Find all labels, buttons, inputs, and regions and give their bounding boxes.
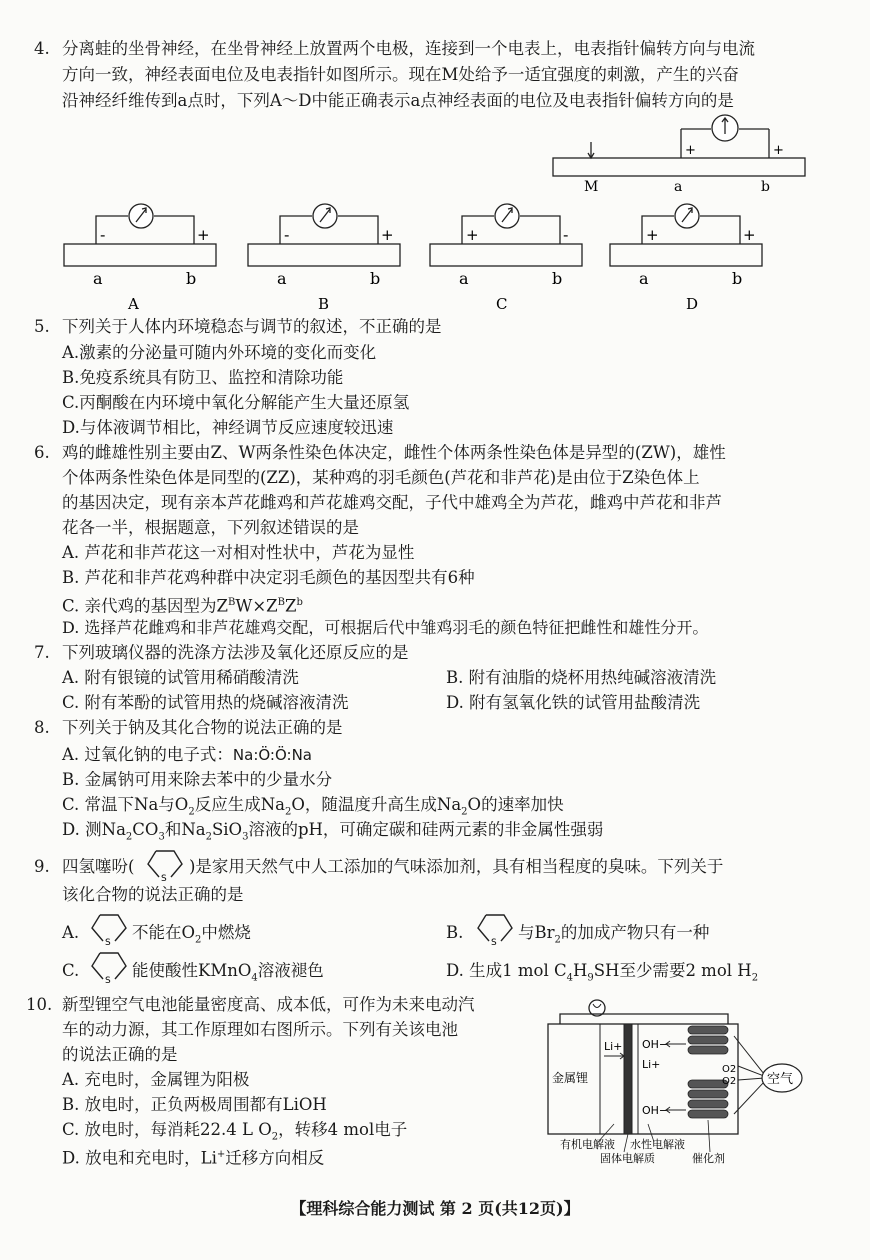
q6-option-a: A. 芦花和非芦花这一对相对性状中，芦花为显性 xyxy=(62,543,415,562)
q7-option-b: B. 附有油脂的烧杯用热纯碱溶液清洗 xyxy=(446,668,717,687)
q8-option-d: D. 测$Na_2CO_3$和$Na_2SiO_3$溶液的pH，可确定碳和硅两元素的非金属性强弱 xyxy=(62,820,604,843)
svg-text:D: D xyxy=(686,295,699,313)
svg-text:+: + xyxy=(381,226,394,244)
svg-text:b: b xyxy=(370,269,381,288)
svg-text:a: a xyxy=(459,269,469,288)
q10-option-c: C. 放电时，每消耗22.4 L $O_2$，转移4 mol电子 xyxy=(62,1120,408,1143)
q7-stem: 下列玻璃仪器的洗涤方法涉及氧化还原反应的是 xyxy=(62,643,409,662)
svg-text:a: a xyxy=(93,269,103,288)
top-right-sign: + xyxy=(773,143,784,158)
q5-option-a: A.激素的分泌量可随内外环境的变化而变化 xyxy=(62,343,377,362)
svg-text:C: C xyxy=(496,295,508,313)
svg-text:A: A xyxy=(128,295,139,313)
q9-option-d: D. 生成1 mol $C_4H_9SH$至少需要2 mol $H_2$ xyxy=(446,961,759,984)
q5-option-d: D.与体液调节相比，神经调节反应速度较迅速 xyxy=(62,418,394,437)
q6-option-b: B. 芦花和非芦花鸡种群中决定羽毛颜色的基因型共有6种 xyxy=(62,568,475,587)
label-m: M xyxy=(584,179,599,195)
q5-option-b: B.免疫系统具有防卫、监控和清除功能 xyxy=(62,368,344,387)
svg-text:+: + xyxy=(646,226,659,244)
q4-line-1: 分离蛙的坐骨神经，在坐骨神经上放置两个电极，连接到一个电表上，电表指针偏转方向与电流 xyxy=(62,39,755,58)
q6-line-3: 的基因决定，现有亲本芦花雌鸡和芦花雄鸡交配，子代中雄鸡全为芦花，雌鸡中芦花和非芦 xyxy=(62,493,722,512)
svg-text:a: a xyxy=(277,269,287,288)
q5-number: 5. xyxy=(34,317,50,336)
air-label: 空气 xyxy=(767,1072,794,1087)
svg-text:催化剂: 催化剂 xyxy=(692,1152,725,1165)
svg-text:B: B xyxy=(318,295,330,313)
q10-line-1: 新型锂空气电池能量密度高、成本低，可作为未来电动汽 xyxy=(62,995,475,1014)
q10-option-d: D. 放电和充电时，Li+迁移方向相反 xyxy=(62,1148,325,1168)
q9-option-a-letter: A. xyxy=(62,923,80,942)
thiophane-ring-icon xyxy=(142,846,188,882)
svg-text:固体电解质: 固体电解质 xyxy=(600,1152,655,1165)
q7-number: 7. xyxy=(34,643,50,662)
svg-text:a: a xyxy=(639,269,649,288)
q7-option-d: D. 附有氢氧化铁的试管用盐酸清洗 xyxy=(446,693,701,712)
svg-text:S: S xyxy=(105,976,111,984)
q4-top-figure xyxy=(548,112,812,198)
q6-line-4: 花各一半，根据题意，下列叙述错误的是 xyxy=(62,518,359,537)
q9-stem-pre: 四氢噻吩( xyxy=(62,857,135,876)
q10-line-3: 的说法正确的是 xyxy=(62,1045,178,1064)
q4-option-d-figure xyxy=(606,196,768,318)
svg-text:+: + xyxy=(743,226,756,244)
q8-number: 8. xyxy=(34,718,50,737)
page-footer: 【理科综合能力测试 第 2 页(共12页)】 xyxy=(290,1199,580,1218)
q7-option-a: A. 附有银镜的试管用稀硝酸清洗 xyxy=(62,668,299,687)
q4-number: 4. xyxy=(34,39,50,58)
q9-stem-post: )是家用天然气中人工添加的气味添加剂，具有相当程度的臭味。下列关于 xyxy=(189,857,724,876)
q10-option-a: A. 充电时，金属锂为阳极 xyxy=(62,1070,250,1089)
svg-text:水性电解液: 水性电解液 xyxy=(630,1138,685,1151)
q9-option-c-text: 能使酸性KMnO$_4$溶液褪色 xyxy=(132,961,324,984)
q4-option-b-figure xyxy=(244,196,406,318)
svg-text:S: S xyxy=(105,938,111,946)
svg-text:b: b xyxy=(186,269,197,288)
q10-option-b: B. 放电时，正负两极周围都有LiOH xyxy=(62,1095,327,1114)
battery-diagram xyxy=(538,996,844,1166)
top-left-sign: + xyxy=(685,143,696,158)
svg-text:-: - xyxy=(100,226,106,244)
svg-text:b: b xyxy=(552,269,563,288)
q10-line-2: 车的动力源，其工作原理如右图所示。下列有关该电池 xyxy=(62,1020,458,1039)
svg-text:O2: O2 xyxy=(722,1076,737,1087)
svg-text:S: S xyxy=(491,938,497,946)
svg-text:O2: O2 xyxy=(722,1064,737,1075)
q10-number: 10. xyxy=(26,995,53,1014)
q9-option-a-text: 不能在$O_2$中燃烧 xyxy=(132,923,251,946)
q8-stem: 下列关于钠及其化合物的说法正确的是 xyxy=(62,718,343,737)
q6-line-1: 鸡的雌雄性别主要由Z、W两条性染色体决定，雌性个体两条性染色体是异型的(ZW)，雄性 xyxy=(62,443,726,462)
q8-option-a: A. 过氧化钠的电子式：Na:Ö:Ö:Na xyxy=(62,745,312,764)
q9-number: 9. xyxy=(34,857,50,876)
svg-text:+: + xyxy=(197,226,210,244)
q6-number: 6. xyxy=(34,443,50,462)
q9-option-b-text: 与$Br_2$的加成产物只有一种 xyxy=(518,923,710,946)
svg-text:Li+: Li+ xyxy=(604,1040,623,1053)
q9-line-2: 该化合物的说法正确的是 xyxy=(62,885,244,904)
svg-text:b: b xyxy=(732,269,743,288)
q4-option-c-figure xyxy=(426,196,588,318)
thiophane-ring-a-icon xyxy=(86,910,132,946)
q8-option-c: C. 常温下Na与$O_2$反应生成$Na_2O$，随温度升高生成$Na_2O$的速率加快 xyxy=(62,795,564,818)
q4-line-3: 沿神经纤维传到a点时，下列A～D中能正确表示a点神经表面的电位及电表指针偏转方向的是 xyxy=(62,91,734,110)
q4-line-2: 方向一致，神经表面电位及电表指针如图所示。现在M处给予一适宜强度的刺激，产生的兴奋 xyxy=(62,65,739,84)
svg-text:Li+: Li+ xyxy=(642,1058,661,1071)
svg-text:OH−: OH− xyxy=(642,1104,669,1117)
svg-text:-: - xyxy=(563,226,569,244)
thiophane-ring-c-icon xyxy=(86,948,132,984)
metal-lithium-label: 金属锂 xyxy=(552,1071,589,1085)
q9-option-b-letter: B. xyxy=(446,923,464,942)
q4-option-a-figure xyxy=(60,196,222,318)
q6-option-d: D. 选择芦花雌鸡和非芦花雄鸡交配，可根据后代中雏鸡羽毛的颜色特征把雌性和雄性分开。 xyxy=(62,618,709,637)
svg-text:+: + xyxy=(466,226,479,244)
q9-option-c-letter: C. xyxy=(62,961,80,980)
label-a: a xyxy=(674,179,683,195)
q5-option-c: C.丙酮酸在内环境中氧化分解能产生大量还原氢 xyxy=(62,393,410,412)
thiophane-ring-b-icon xyxy=(472,910,518,946)
svg-text:有机电解液: 有机电解液 xyxy=(560,1138,615,1151)
q5-stem: 下列关于人体内环境稳态与调节的叙述，不正确的是 xyxy=(62,317,442,336)
label-b: b xyxy=(761,179,770,195)
q8-option-b: B. 金属钠可用来除去苯中的少量水分 xyxy=(62,770,333,789)
q6-option-c: C. 亲代鸡的基因型为$Z^BW\times Z^BZ^b$ xyxy=(62,596,303,616)
q6-line-2: 个体两条性染色体是同型的(ZZ)，某种鸡的羽毛颜色(芦花和非芦花)是由位于Z染色体上 xyxy=(62,468,700,487)
svg-text:-: - xyxy=(284,226,290,244)
svg-text:OH−: OH− xyxy=(642,1038,669,1051)
q7-option-c: C. 附有苯酚的试管用热的烧碱溶液清洗 xyxy=(62,693,349,712)
svg-text:S: S xyxy=(161,874,167,882)
